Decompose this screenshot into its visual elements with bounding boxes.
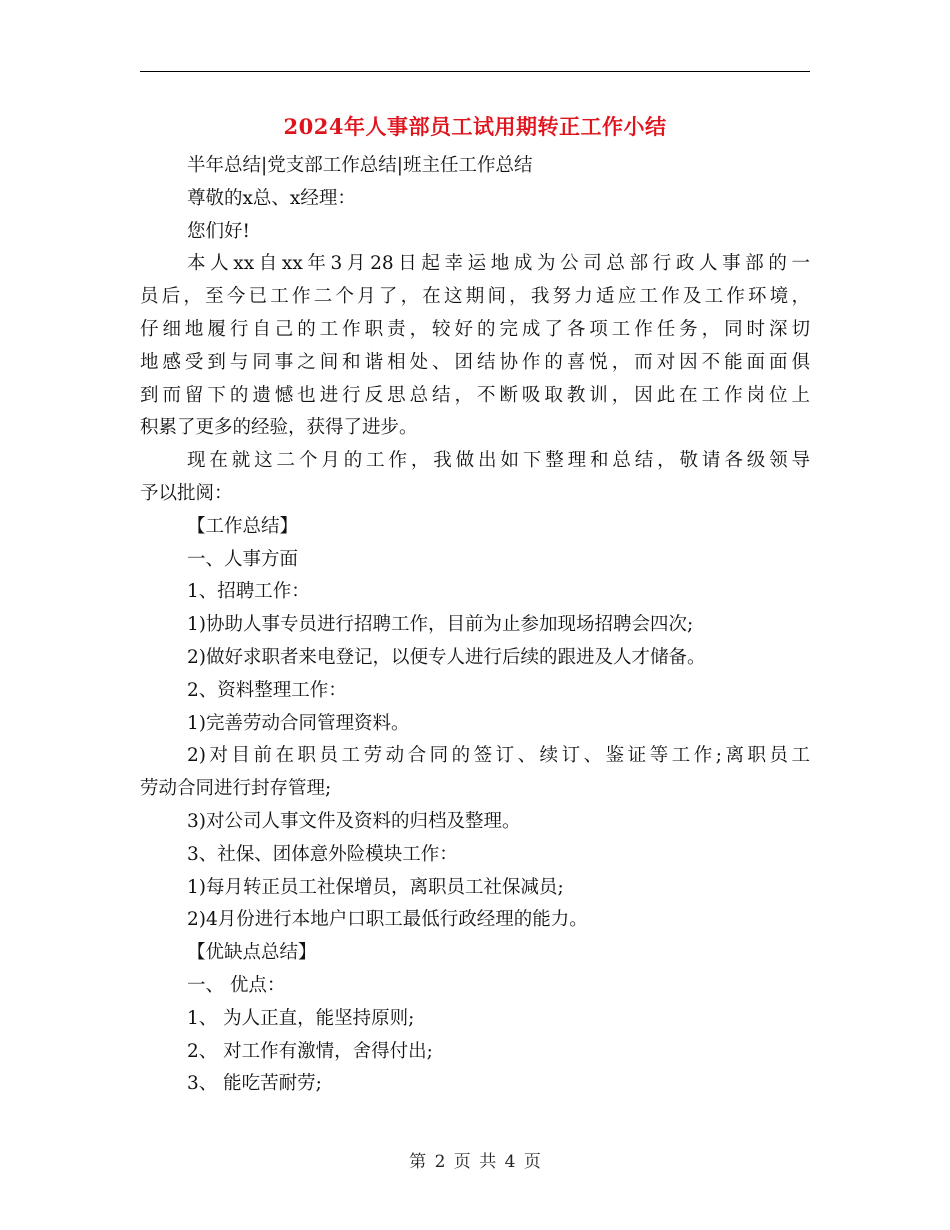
paragraph-line: 到而留下的遗憾也进行反思总结，不断吸取教训，因此在工作岗位上 <box>140 384 810 406</box>
list-heading: 2、资料整理工作： <box>187 679 347 701</box>
category-links-line: 半年总结|党支部工作总结|班主任工作总结 <box>187 155 533 176</box>
list-item: 1)协助人事专员进行招聘工作，目前为止参加现场招聘会四次; <box>187 614 694 636</box>
section-heading: 【优缺点总结】 <box>187 942 317 964</box>
paragraph-line: 地感受到与同事之间和谐相处、团结协作的喜悦，而对因不能面面俱 <box>140 351 810 373</box>
list-item: 1、 为人正直，能坚持原则; <box>187 1007 415 1029</box>
list-item: 2)对目前在职员工劳动合同的签订、续订、鉴证等工作;离职员工 <box>187 745 810 767</box>
subsection-heading: 一、 优点： <box>187 974 286 996</box>
list-item: 2)做好求职者来电登记，以便专人进行后续的跟进及人才储备。 <box>187 646 706 668</box>
subsection-heading: 一、人事方面 <box>187 548 299 570</box>
list-heading: 3、社保、团体意外险模块工作： <box>187 843 458 865</box>
list-item-continued: 劳动合同进行封存管理; <box>140 778 332 800</box>
section-heading: 【工作总结】 <box>187 515 299 537</box>
paragraph-line: 仔细地履行自己的工作职责，较好的完成了各项工作任务，同时深切 <box>140 318 810 340</box>
paragraph-line: 予以批阅： <box>140 482 233 504</box>
paragraph-line: 积累了更多的经验，获得了进步。 <box>140 417 418 439</box>
document-title: 2024年人事部员工试用期转正工作小结 <box>283 114 667 139</box>
page-number: 第 2 页 共 4 页 <box>409 1152 541 1172</box>
list-item: 2、 对工作有激情，舍得付出; <box>187 1040 433 1062</box>
list-item: 1)完善劳动合同管理资料。 <box>187 712 410 734</box>
list-item: 1)每月转正员工社保增员，离职员工社保减员; <box>187 876 564 898</box>
paragraph-line: 本人xx自xx年3月28日起幸运地成为公司总部行政人事部的一 <box>187 253 810 275</box>
header-rule <box>140 71 810 72</box>
paragraph-line: 员后，至今已工作二个月了，在这期间，我努力适应工作及工作环境， <box>140 286 810 308</box>
list-item: 2)4月份进行本地户口职工最低行政经理的能力。 <box>187 909 588 931</box>
list-heading: 1、招聘工作： <box>187 581 310 603</box>
list-item: 3)对公司人事文件及资料的归档及整理。 <box>187 810 521 832</box>
document-body <box>140 150 810 1101</box>
salutation-line: 尊敬的x总、x经理： <box>187 187 356 209</box>
paragraph-line: 现在就这二个月的工作，我做出如下整理和总结，敬请各级领导 <box>187 450 810 472</box>
greeting-line: 您们好! <box>187 220 250 242</box>
list-item: 3、 能吃苦耐劳; <box>187 1073 322 1095</box>
